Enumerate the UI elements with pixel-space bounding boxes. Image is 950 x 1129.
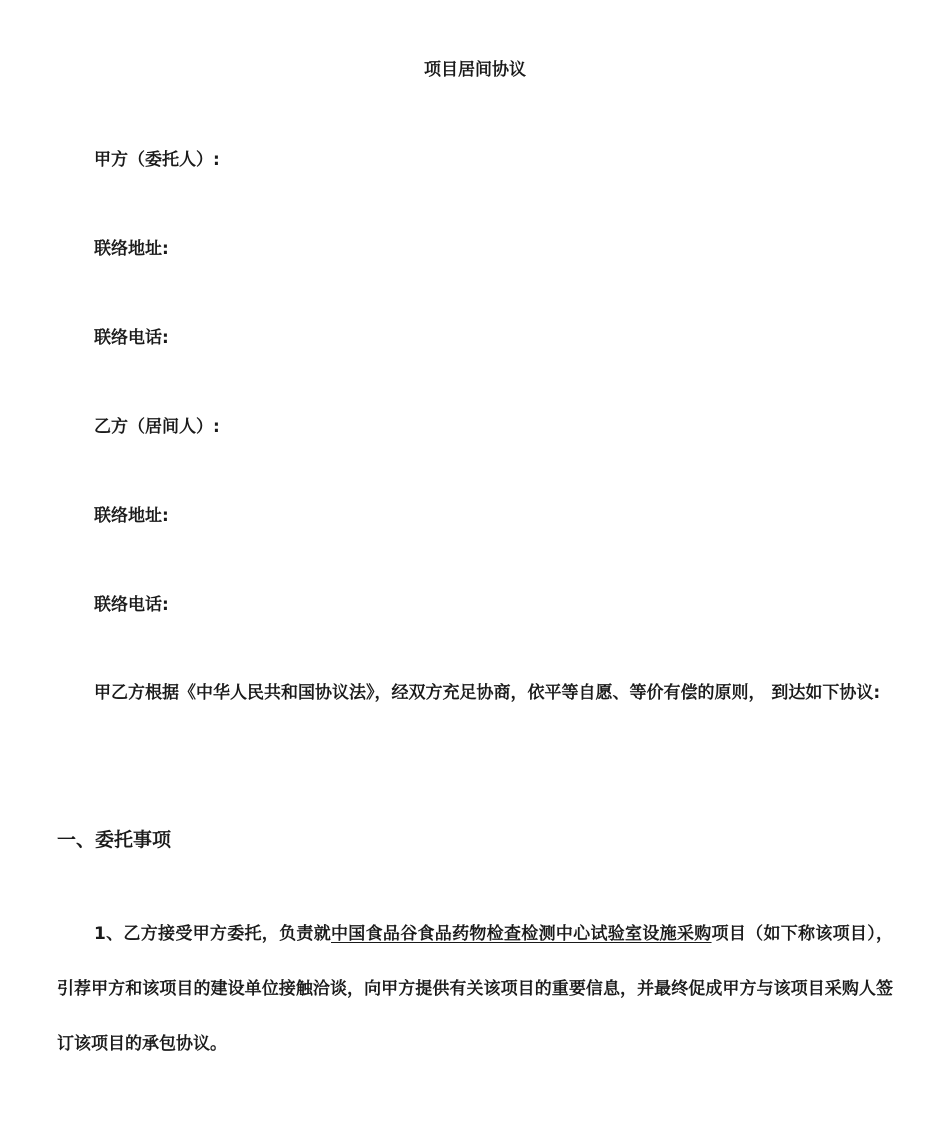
preamble-paragraph: 甲乙方根据《中华人民共和国协议法》，经双方充足协商，依平等自愿、等价有偿的原则， 到达如下协议: bbox=[94, 683, 881, 703]
section-1-heading: 一、委托事项 bbox=[57, 829, 172, 851]
clause-1-paragraph bbox=[57, 907, 893, 1072]
party-a-address-label: 联络地址: bbox=[94, 239, 169, 259]
party-b-address-label: 联络地址: bbox=[94, 506, 169, 526]
document-title: 项目居间协议 bbox=[424, 60, 526, 80]
party-a-phone-label: 联络电话: bbox=[94, 328, 169, 348]
party-a-label: 甲方（委托人）: bbox=[94, 150, 220, 170]
clause-1-suffix: 项目（如下称该项目），引荐甲方和该项目的建设单位接触洽谈，向甲方提供有关该项目的重要信息，并最终促成甲方与该项目采购人签订该项目的承包协议。 bbox=[57, 924, 894, 1054]
project-name: 中国食品谷食品药物检查检测中心试验室设施采购 bbox=[331, 924, 712, 944]
party-b-phone-label: 联络电话: bbox=[94, 595, 169, 615]
party-b-label: 乙方（居间人）: bbox=[94, 417, 220, 437]
clause-1-prefix: 1、乙方接受甲方委托，负责就 bbox=[94, 924, 331, 944]
